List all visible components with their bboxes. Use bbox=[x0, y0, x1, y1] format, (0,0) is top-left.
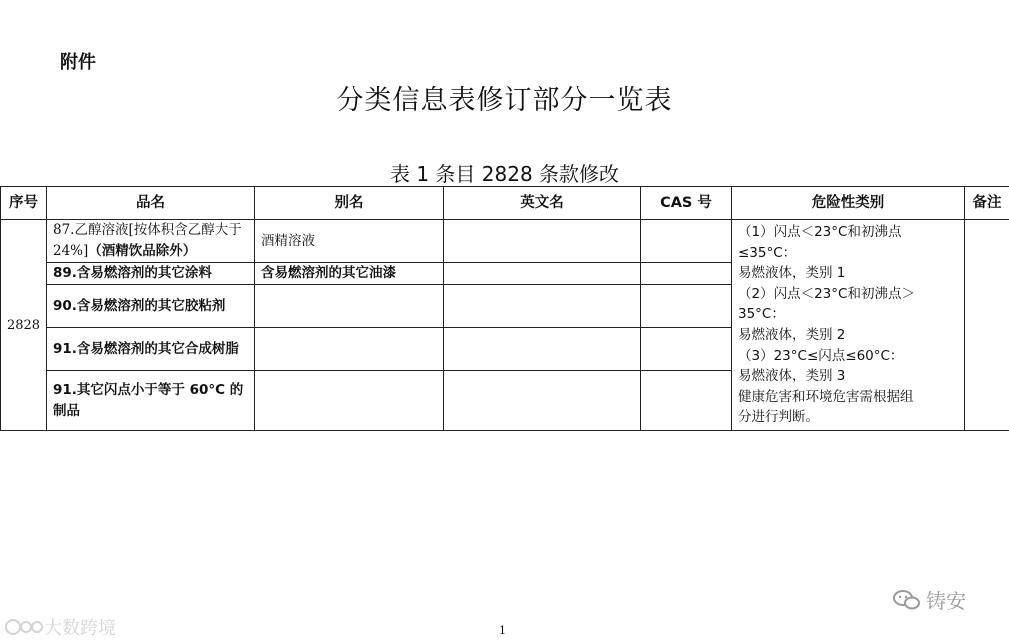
cas-cell bbox=[641, 263, 732, 285]
hazard-cell bbox=[732, 220, 965, 431]
hazard-line: （3）23°C≤闪点≤60°C： bbox=[738, 347, 904, 364]
alias-cell bbox=[255, 285, 444, 328]
cas-cell bbox=[641, 328, 732, 371]
cas-cell bbox=[641, 371, 732, 431]
cas-cell bbox=[641, 220, 732, 263]
name-cell: 90.含易燃溶剂的其它胶粘剂 bbox=[47, 285, 255, 328]
table-title: 表 1 条目 2828 条款修改 bbox=[389, 162, 620, 186]
hazard-line: 35°C： bbox=[738, 306, 785, 323]
watermark-right bbox=[892, 585, 966, 614]
table-header-row bbox=[1, 187, 1009, 220]
hazard-line: 健康危害和环境危害需根据组 bbox=[738, 388, 914, 405]
name-cell: 91.含易燃溶剂的其它合成树脂 bbox=[47, 328, 255, 371]
col-header-alias: 别名 bbox=[255, 187, 444, 220]
logo-icon bbox=[4, 617, 44, 637]
watermark-right-text: 铸安 bbox=[926, 589, 966, 613]
watermark-left-text: 大数跨境 bbox=[44, 618, 116, 639]
alias-cell: 含易燃溶剂的其它油漆 bbox=[255, 263, 444, 285]
english-cell bbox=[444, 220, 641, 263]
name-cell: 91.其它闪点小于等于 60°C 的制品 bbox=[47, 371, 255, 431]
revision-table bbox=[0, 186, 1009, 431]
hazard-line: 易燃液体，类别 1 bbox=[738, 265, 846, 282]
alias-cell bbox=[255, 328, 444, 371]
alias-cell bbox=[255, 371, 444, 431]
english-cell bbox=[444, 328, 641, 371]
page-title: 分类信息表修订部分一览表 bbox=[336, 85, 673, 116]
col-header-english: 英文名 bbox=[444, 187, 641, 220]
col-header-hazard: 危险性类别 bbox=[732, 187, 965, 220]
seq-cell: 2828 bbox=[1, 220, 47, 431]
name-cell: 89.含易燃溶剂的其它涂料 bbox=[47, 263, 255, 285]
col-header-cas: CAS 号 bbox=[641, 187, 732, 220]
hazard-line: 易燃液体，类别 2 bbox=[738, 326, 846, 343]
cas-cell bbox=[641, 285, 732, 328]
col-header-remarks: 备注 bbox=[965, 187, 1009, 220]
watermark-left bbox=[4, 614, 116, 640]
page-number: 1 bbox=[499, 624, 506, 637]
english-cell bbox=[444, 285, 641, 328]
hazard-line: （1）闪点＜23°C和初沸点 bbox=[738, 224, 902, 240]
remarks-cell bbox=[965, 220, 1009, 431]
hazard-line: ≤35°C： bbox=[738, 244, 797, 261]
col-header-seq: 序号 bbox=[1, 187, 47, 220]
hazard-line: 分进行判断。 bbox=[738, 409, 819, 426]
name-cell bbox=[47, 220, 255, 263]
hazard-line: 易燃液体，类别 3 bbox=[738, 368, 846, 385]
attachment-label: 附件 bbox=[60, 52, 96, 73]
alias-cell: 酒精溶液 bbox=[255, 220, 444, 263]
hazard-line: （2）闪点＜23°C和初沸点＞ bbox=[738, 285, 915, 302]
wechat-icon bbox=[892, 588, 922, 612]
col-header-name: 品名 bbox=[47, 187, 255, 220]
name-exclusion: （酒精饮品除外） bbox=[88, 243, 197, 259]
english-cell bbox=[444, 263, 641, 285]
english-cell bbox=[444, 371, 641, 431]
name-text: 87.乙醇溶液[按体积含乙醇大于 24%] bbox=[53, 222, 242, 259]
table-row bbox=[1, 220, 1009, 263]
